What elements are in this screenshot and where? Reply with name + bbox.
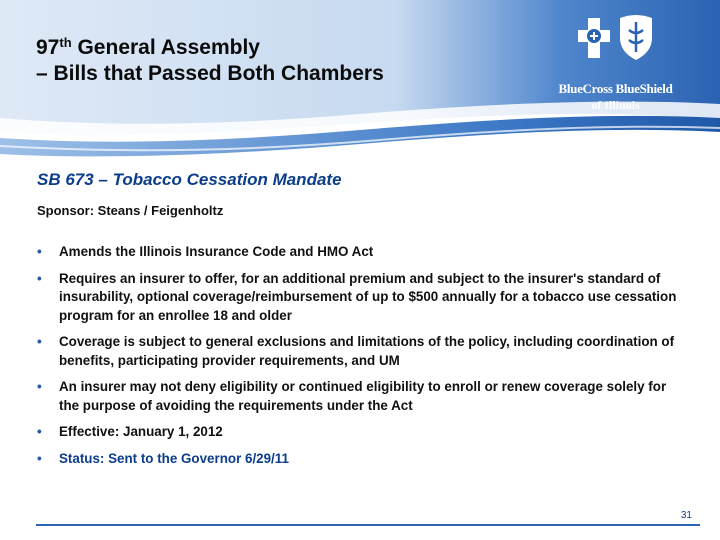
bullet-text: Amends the Illinois Insurance Code and HMO Act bbox=[59, 244, 374, 259]
bill-title: SB 673 – Tobacco Cessation Mandate bbox=[37, 170, 342, 189]
page-number: 31 bbox=[680, 510, 692, 521]
bullet-text: Effective: January 1, 2012 bbox=[59, 424, 223, 439]
bullet-icon: • bbox=[37, 244, 42, 259]
bullet-item bbox=[37, 423, 677, 442]
bullet-text: Coverage is subject to general exclusions and limitations of the policy, including coordination of benefits, participating provider requirements, and UM bbox=[59, 334, 675, 368]
logo-region: of Illinois bbox=[591, 98, 640, 112]
footer-rule bbox=[36, 524, 700, 526]
bullet-text: An insurer may not deny eligibility or continued eligibility to enroll or renew coverage solely for the purpose of avoiding the requirements under the Act bbox=[59, 379, 667, 413]
bullet-item-status bbox=[37, 450, 677, 469]
bullet-text: Status: Sent to the Governor 6/29/11 bbox=[59, 450, 289, 466]
bullet-icon: • bbox=[37, 424, 42, 439]
logo-wordmark: BlueCross BlueShield bbox=[558, 81, 673, 96]
title-line-2: – Bills that Passed Both Chambers bbox=[36, 62, 384, 85]
blue-shield-icon bbox=[617, 12, 655, 62]
bullet-item bbox=[37, 270, 677, 326]
bullet-list bbox=[37, 243, 677, 476]
bullet-icon: • bbox=[37, 450, 42, 466]
bcbs-logo bbox=[538, 8, 693, 120]
bullet-item bbox=[37, 333, 677, 370]
title-number: 97 bbox=[36, 36, 60, 59]
blue-cross-icon bbox=[576, 14, 612, 62]
sponsor-line: Sponsor: Steans / Feigenholtz bbox=[37, 203, 224, 218]
title-superscript: th bbox=[59, 35, 72, 50]
bullet-icon: • bbox=[37, 334, 42, 349]
bullet-icon: • bbox=[37, 270, 42, 286]
bullet-item bbox=[37, 378, 677, 415]
title-text: General Assembly bbox=[71, 36, 260, 59]
bullet-text: Requires an insurer to offer, for an additional premium and subject to the insurer's standard of insurability, optional coverage/reimbursement of up to $500 annually for a tobacco use cessation program for an enrollee 18 and older bbox=[59, 270, 677, 323]
slide-title bbox=[36, 30, 384, 87]
bullet-icon: • bbox=[37, 379, 42, 394]
bullet-item bbox=[37, 243, 677, 262]
